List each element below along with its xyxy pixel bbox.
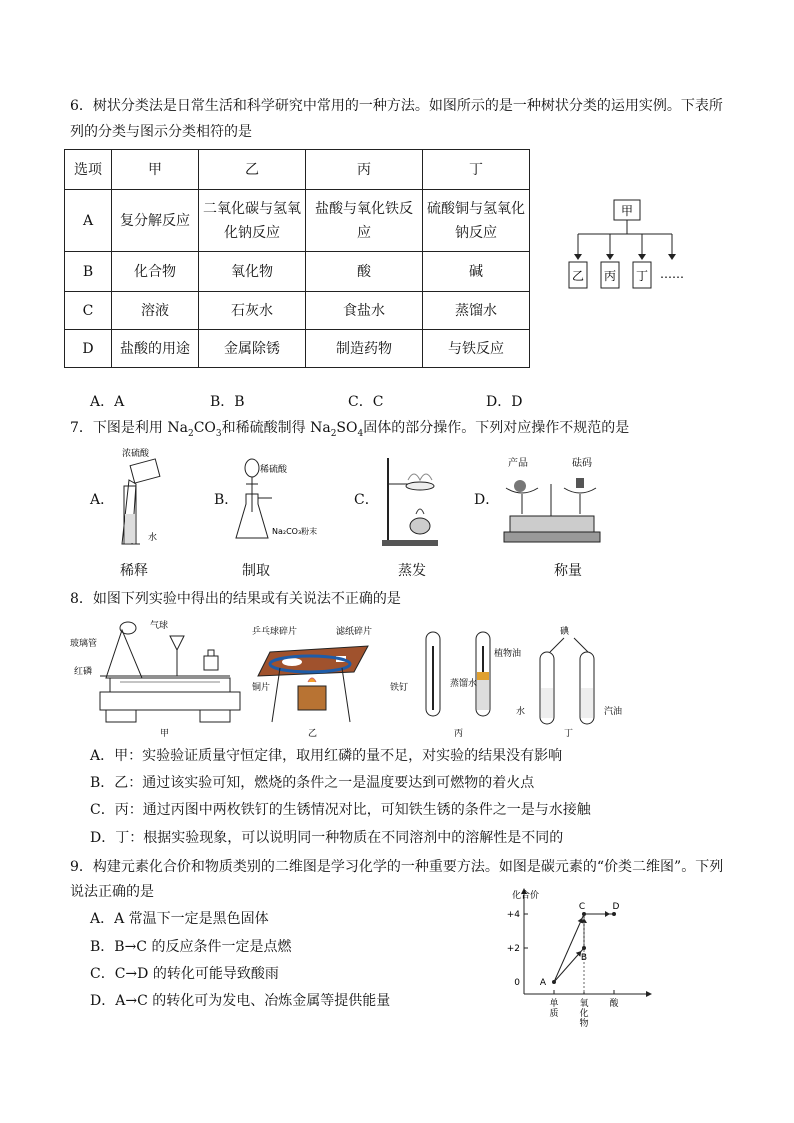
q8-option-c: C．丙：通过丙图中两枚铁钉的生锈情况对比，可知铁生锈的条件之一是与水接触	[90, 802, 591, 818]
fig-label: 碘	[560, 627, 570, 637]
q9-option-a: A．A 常温下一定是黑色固体	[90, 911, 269, 927]
q7-fig-dilution	[112, 444, 172, 552]
tree-child-label: 丙	[603, 269, 617, 283]
q7-sub: 2	[330, 428, 337, 439]
y-tick-label: +4	[506, 910, 520, 920]
fig-caption: 甲	[160, 729, 170, 739]
table-row	[65, 292, 530, 330]
q7-label-b: B．	[214, 492, 239, 508]
table-cell: D	[65, 330, 112, 368]
chart-point	[552, 980, 556, 984]
table-cell: 制造药物	[306, 330, 423, 368]
q7-caption: 蒸发	[398, 563, 426, 579]
x-tick-label: 氧	[579, 999, 589, 1009]
fig-label: 水	[516, 707, 526, 717]
fig-label: 玻璃管	[70, 639, 98, 649]
table-row	[65, 190, 530, 252]
x-tick-label: 物	[579, 1019, 589, 1029]
q7-stem-part: 和稀硫酸制得 Na	[221, 420, 331, 436]
x-tick-label: 酸	[609, 999, 619, 1009]
fig-label: 产品	[508, 458, 528, 469]
q6-tree-diagram	[560, 190, 710, 300]
q9-valence-chart	[500, 884, 650, 1030]
fig-label: 稀硫酸	[260, 465, 288, 475]
q6-option-b: B．B	[210, 394, 245, 410]
q8-fig-yi	[250, 622, 374, 740]
q7-stem-part: SO	[336, 420, 358, 436]
q6-table	[64, 149, 530, 368]
tree-more: ……	[660, 267, 684, 281]
x-tick-label: 质	[549, 1009, 559, 1019]
table-cell: A	[65, 190, 112, 252]
q7-caption: 制取	[242, 563, 270, 579]
table-cell: 氧化物	[199, 252, 306, 292]
q7-fig-generation	[234, 452, 318, 552]
y-tick-label: +2	[506, 944, 520, 954]
fig-caption: 丙	[454, 729, 464, 739]
table-row	[65, 330, 530, 368]
q6-stem-line2: 列的分类与图示分类相符的是	[70, 124, 252, 140]
q9-stem-line1: 9．构建元素化合价和物质类别的二维图是学习化学的一种重要方法。如图是碳元素的“价类二维图”。下列	[70, 859, 724, 875]
chart-point-label: C	[578, 902, 586, 912]
chart-point	[582, 946, 586, 950]
q9-option-b: B．B→C 的反应条件一定是点燃	[90, 939, 292, 955]
chart-point	[582, 912, 586, 916]
q6-option-a: A．A	[90, 394, 125, 410]
q7-caption: 稀释	[120, 563, 148, 579]
x-tick-label: 化	[579, 1009, 589, 1019]
fig-label: 蒸馏水	[450, 679, 478, 689]
fig-label: 乒乓球碎片	[252, 627, 298, 637]
fig-label: Na₂CO₃粉末	[272, 527, 318, 536]
x-tick-label: 单	[549, 999, 559, 1009]
q7-stem-part: CO	[193, 420, 216, 436]
table-header-row	[65, 150, 530, 190]
fig-label: 汽油	[604, 707, 623, 717]
table-cell: 溶液	[112, 292, 199, 330]
chart-arrowhead	[605, 911, 610, 917]
y-tick-label: 0	[514, 978, 520, 988]
fig-caption: 丁	[564, 729, 574, 739]
q9-option-c: C．C→D 的转化可能导致酸雨	[90, 966, 279, 982]
table-cell: 碱	[423, 252, 530, 292]
q7-caption: 称量	[554, 563, 582, 579]
fig-label: 红磷	[74, 667, 93, 677]
q9-stem-line2: 说法正确的是	[70, 884, 154, 900]
fig-label: 砝码	[572, 458, 592, 469]
table-cell: 盐酸与氧化铁反应	[306, 190, 423, 252]
table-cell: 硫酸铜与氢氧化钠反应	[423, 190, 530, 252]
chart-point-label: B	[580, 953, 588, 963]
table-header-cell: 甲	[112, 150, 199, 190]
table-cell: 蒸馏水	[423, 292, 530, 330]
q7-label-c: C．	[354, 492, 379, 508]
q6-stem-line1: 6．树状分类法是日常生活和科学研究中常用的一种方法。如图所示的是一种树状分类的运用实例。下表所	[70, 98, 723, 114]
q8-option-a: A．甲：实验验证质量守恒定律，取用红磷的量不足，对实验的结果没有影响	[90, 748, 563, 764]
tree-child-label: 乙	[571, 269, 585, 283]
q6-option-c: C．C	[348, 394, 384, 410]
table-cell: 食盐水	[306, 292, 423, 330]
q8-fig-jia	[70, 616, 240, 740]
q6-option-d: D．D	[486, 394, 523, 410]
q7-fig-weighing	[500, 454, 610, 552]
q7-stem-part: 7．下图是利用 Na	[70, 420, 188, 436]
table-cell: C	[65, 292, 112, 330]
table-row	[65, 252, 530, 292]
fig-label: 铁钉	[390, 683, 409, 693]
q7-label-d: D．	[474, 492, 500, 508]
fig-label: 植物油	[494, 649, 522, 659]
q7-sub: 2	[187, 428, 194, 439]
q8-option-b: B．乙：通过该实验可知，燃烧的条件之一是温度要达到可燃物的着火点	[90, 775, 535, 791]
q8-fig-bing	[390, 626, 522, 740]
table-cell: 二氧化碳与氢氧化钠反应	[199, 190, 306, 252]
q7-sub: 3	[215, 428, 222, 439]
q7-sub: 4	[357, 428, 364, 439]
tree-root-label: 甲	[620, 204, 634, 218]
fig-caption: 乙	[308, 729, 318, 739]
fig-label: 铜片	[252, 683, 271, 693]
fig-label: 气球	[150, 621, 169, 631]
chart-arrow	[554, 914, 584, 982]
tree-child-label: 丁	[635, 269, 649, 283]
q7-stem	[70, 418, 629, 444]
table-cell: B	[65, 252, 112, 292]
table-header-cell: 丙	[306, 150, 423, 190]
table-cell: 酸	[306, 252, 423, 292]
chart-point-label: D	[612, 902, 620, 912]
q9-option-d: D．A→C 的转化可为发电、冶炼金属等提供能量	[90, 993, 391, 1009]
table-header-cell: 丁	[423, 150, 530, 190]
chart-point	[612, 912, 616, 916]
fig-label: 滤纸碎片	[336, 627, 373, 637]
q7-fig-evaporation	[378, 454, 448, 552]
table-cell: 与铁反应	[423, 330, 530, 368]
table-cell: 化合物	[112, 252, 199, 292]
q8-option-d: D．丁：根据实验现象，可以说明同一种物质在不同溶剂中的溶解性是不同的	[90, 830, 564, 846]
table-header-cell: 乙	[199, 150, 306, 190]
q7-label-a: A．	[90, 492, 115, 508]
q8-stem: 8．如图下列实验中得出的结果或有关说法不正确的是	[70, 591, 401, 607]
table-header-cell: 选项	[65, 150, 112, 190]
table-cell: 金属除锈	[199, 330, 306, 368]
table-cell: 盐酸的用途	[112, 330, 199, 368]
fig-label: 浓硫酸	[122, 449, 150, 459]
table-cell: 石灰水	[199, 292, 306, 330]
fig-label: 水	[148, 533, 158, 543]
q8-fig-ding	[514, 622, 644, 740]
table-cell: 复分解反应	[112, 190, 199, 252]
chart-point-label: A	[539, 978, 546, 988]
q7-stem-part: 固体的部分操作。下列对应操作不规范的是	[363, 420, 630, 436]
y-axis-label: 化合价	[512, 891, 540, 901]
